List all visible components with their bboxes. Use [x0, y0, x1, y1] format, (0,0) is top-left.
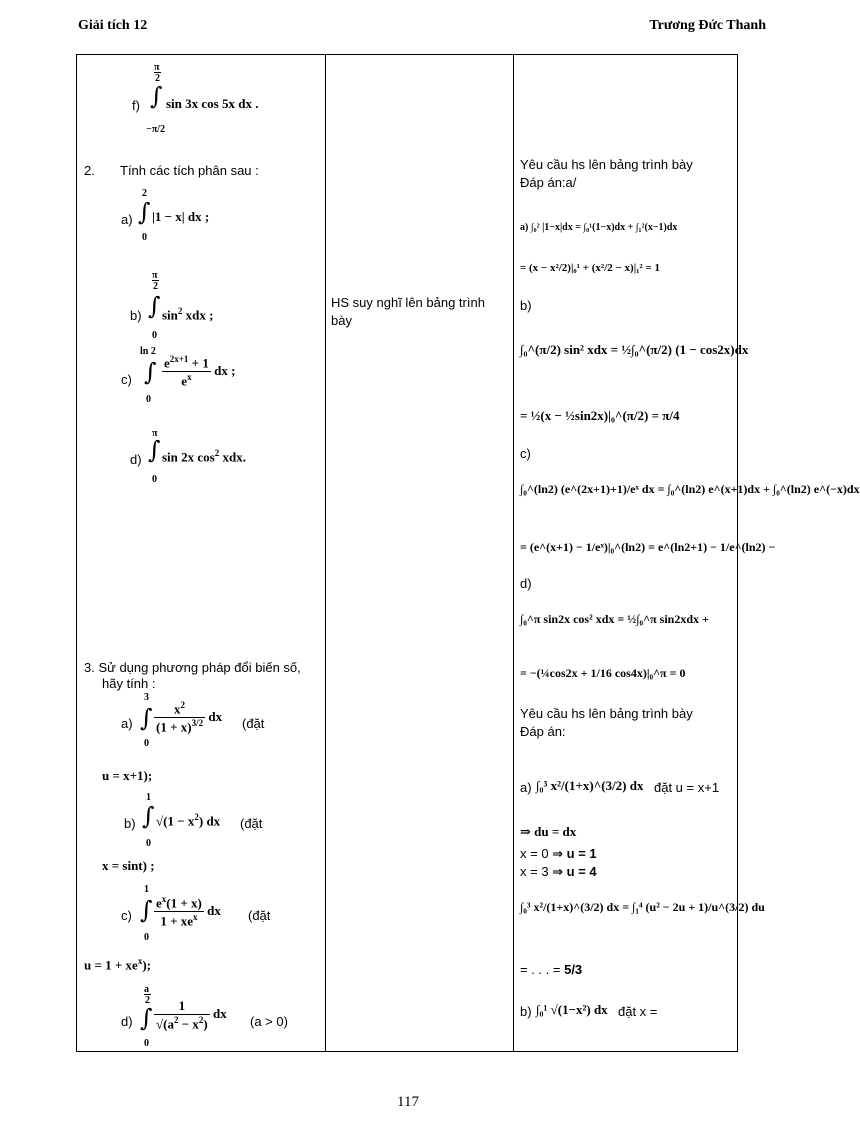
answer-2b-line-1: ∫₀^(π/2) sin² xdx = ½∫₀^(π/2) (1 − cos2x)dx [520, 342, 749, 357]
item-3d-label: d) [121, 1014, 133, 1029]
answer-c-label: c) [520, 446, 531, 461]
answer-3a-integral: ∫₀³ x²/(1+x)^(3/2) dx [536, 778, 644, 793]
exercise-3-title: 3. Sử dụng phương pháp đổi biến số, [84, 660, 301, 675]
exercise-3-title-2: hãy tính : [102, 676, 156, 691]
header-right: Trương Đức Thanh [649, 18, 766, 33]
answer-3a-du: ⇒ du = dx [520, 824, 577, 839]
answer-3a-transform: ∫₀³ x²/(1+x)^(3/2) dx = ∫₁⁴ (u² − 2u + 1)/u^(3/2) du [520, 900, 765, 914]
column-divider-1 [325, 55, 326, 1051]
answer-3b-integral: ∫₀¹ √(1−x²) dx [536, 1002, 608, 1017]
exercise-2-title: Tính các tích phân sau : [120, 163, 259, 178]
answer-2b-line-2: = ½(x − ½sin2x)|₀^(π/2) = π/4 [520, 408, 680, 423]
substitution-hint-3a: (đặt [242, 716, 265, 731]
request-1: Yêu cầu hs lên bảng trình bày [520, 157, 693, 172]
item-d-label: d) [130, 452, 142, 467]
answer-3a-substitution: đặt u = x+1 [654, 780, 720, 795]
item-a-label: a) [121, 212, 133, 227]
answer-3a-label: a) [520, 780, 532, 795]
answer-1-label: Đáp án:a/ [520, 175, 577, 190]
answer-2d-line-1: ∫₀^π sin2x cos² xdx = ½∫₀^π sin2xdx + [520, 612, 709, 626]
page-number: 117 [397, 1094, 419, 1110]
substitution-hint-3b: (đặt [240, 816, 263, 831]
answer-2c-line-2: = (e^(x+1) − 1/eˣ)|₀^(ln2) = e^(ln2+1) − 1/e^(ln2) − [520, 540, 776, 554]
item-f-label: f) [132, 98, 140, 113]
header-left: Giải tích 12 [78, 18, 148, 33]
substitution-3c: $u = 1 + xe^x$); [84, 956, 151, 973]
condition-3d: (a > 0) [250, 1014, 288, 1029]
answer-3a-x3: x = 3 ⇒ u = 4 [520, 864, 597, 879]
item-3c-label: c) [121, 908, 132, 923]
answer-3a-x0: x = 0 ⇒ u = 1 [520, 846, 597, 861]
answer-3a-result: = . . . = 5/3 [520, 962, 583, 977]
answer-d-label: d) [520, 576, 532, 591]
request-2: Yêu cầu hs lên bảng trình bày [520, 706, 693, 721]
substitution-hint-3c: (đặt [248, 908, 271, 923]
answer-b-label: b) [520, 298, 532, 313]
item-3a-label: a) [121, 716, 133, 731]
answer-3b-substitution: đặt x = [618, 1004, 658, 1019]
answer-3b-label: b) [520, 1004, 532, 1019]
answer-2d-line-2: = −(¼cos2x + 1/16 cos4x)|₀^π = 0 [520, 666, 686, 680]
item-b-label: b) [130, 308, 142, 323]
column-divider-2 [513, 55, 514, 1051]
item-3b-label: b) [124, 816, 136, 831]
item-c-label: c) [121, 372, 132, 387]
substitution-3b: x = sint) ; [102, 858, 155, 873]
answer-2a-line-2: = (x − x²/2)|₀¹ + (x²/2 − x)|₁² = 1 [520, 262, 660, 274]
exercise-2-number: 2. [84, 163, 95, 178]
answer-2a-line-1: a) ∫₀² |1−x|dx = ∫₀¹(1−x)dx + ∫₁²(x−1)dx [520, 222, 678, 233]
student-activity-text: HS suy nghĩ lên bảng trình bày [331, 295, 485, 328]
answer-2-label: Đáp án: [520, 724, 566, 739]
answer-2c-line-1: ∫₀^(ln2) (e^(2x+1)+1)/eˣ dx = ∫₀^(ln2) e^(x+1)dx + ∫₀^(ln2) e^(−x)dx [520, 482, 860, 496]
substitution-3a: u = x+1); [102, 768, 153, 783]
